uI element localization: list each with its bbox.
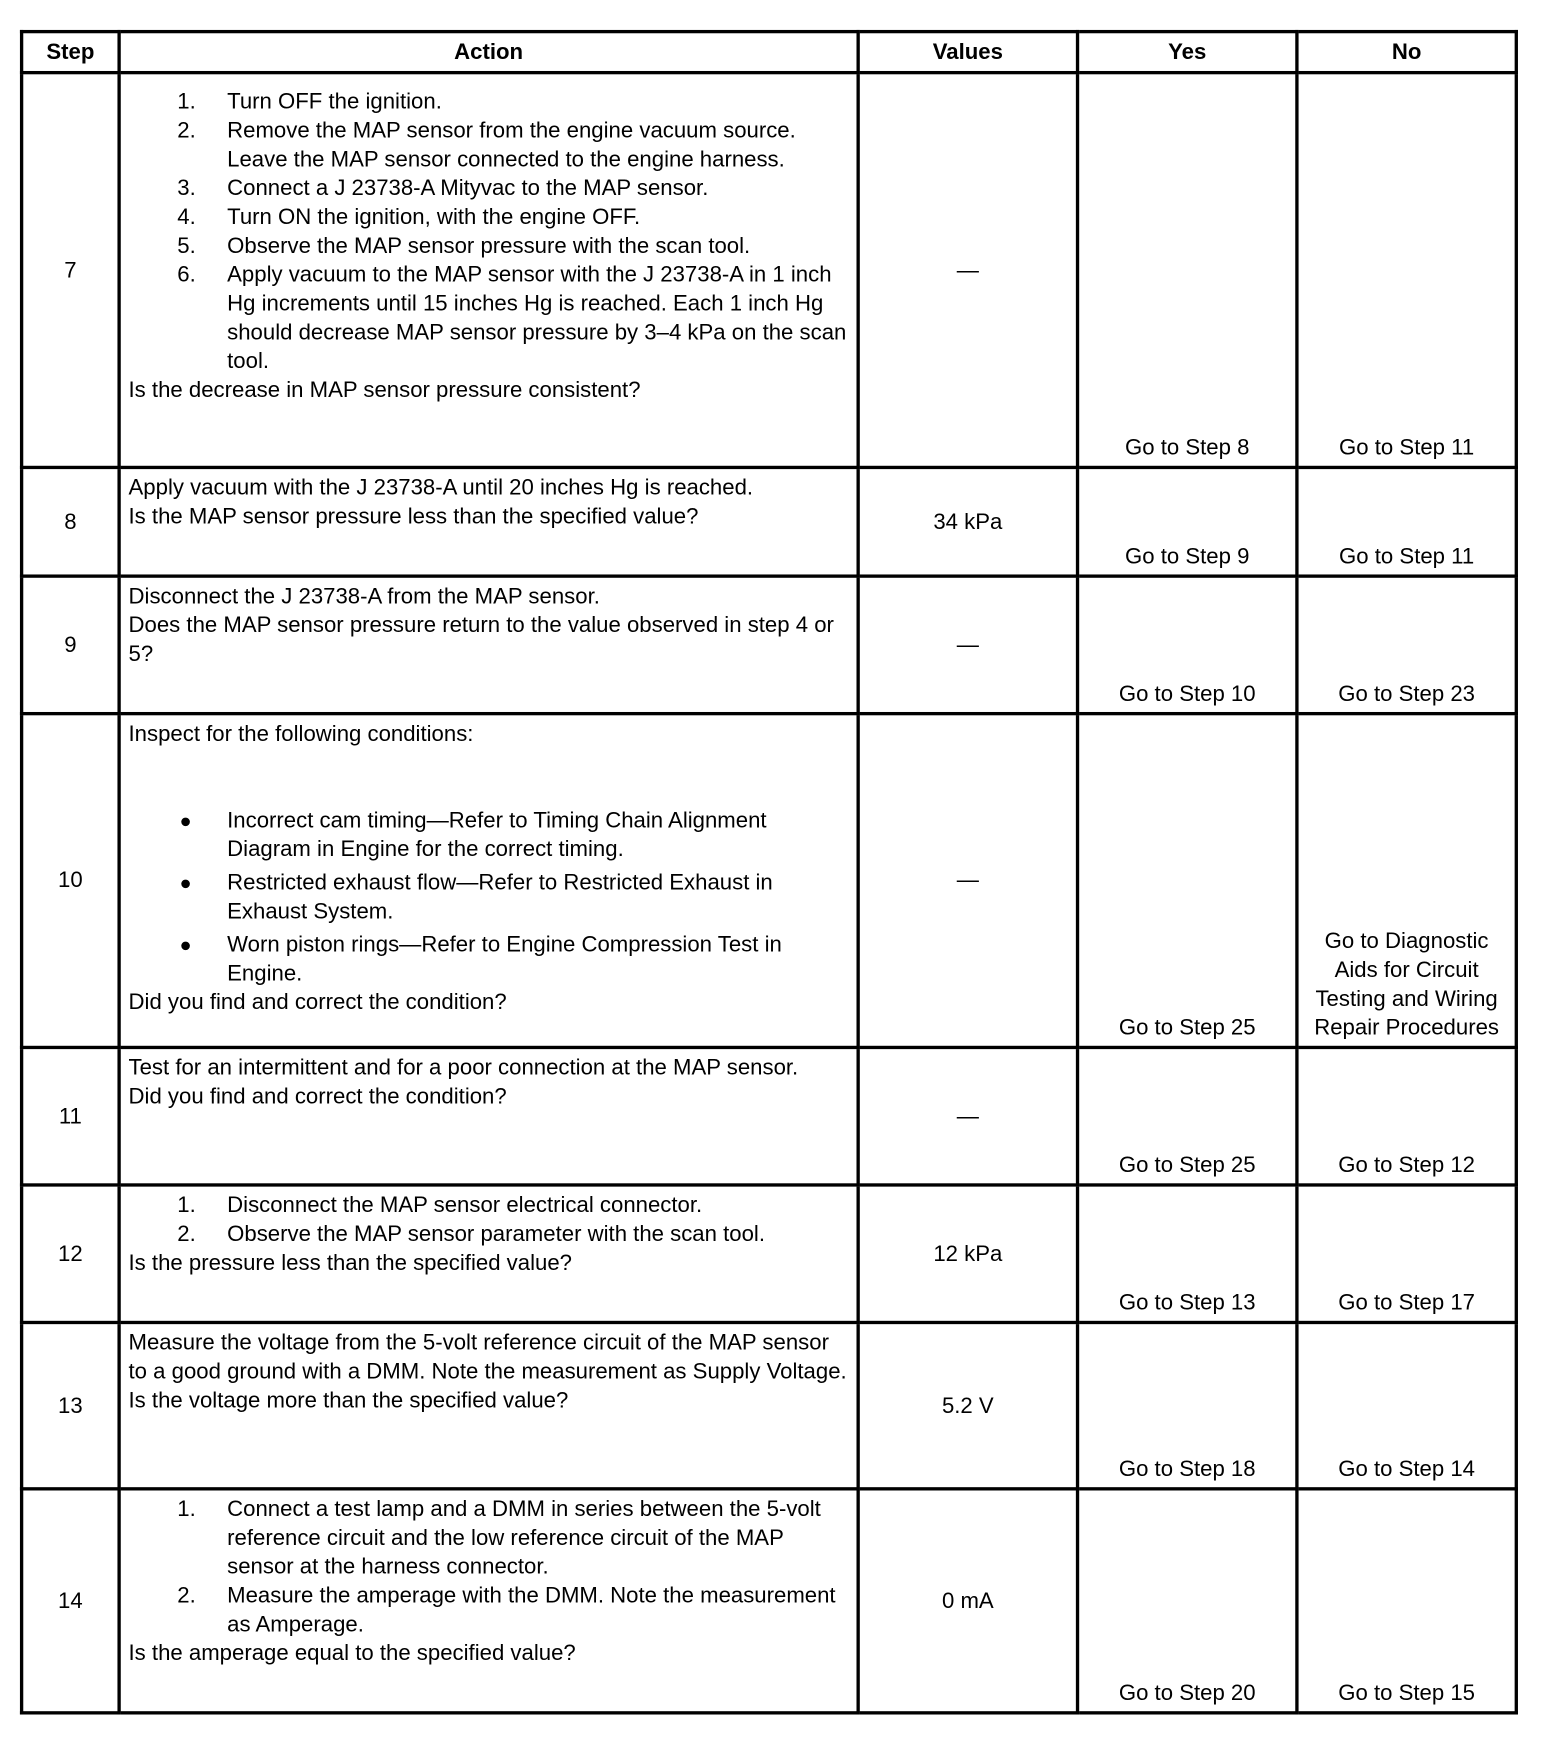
header-no: No [1297,32,1516,73]
step-number: 13 [22,1322,120,1488]
table-row [22,467,1517,576]
table-row [22,1047,1517,1185]
yes-link[interactable]: Go to Step 25 [1078,1047,1297,1185]
bullet-icon: ● [179,809,192,832]
table-row [22,576,1517,714]
list-item: ● Restricted exhaust flow—Refer to Restricted Exhaust in Exhaust System. [129,868,848,926]
list-item: ● Worn piston rings—Refer to Engine Compression Test in Engine. [129,930,848,988]
table-row [22,73,1517,468]
list-item: 5. Observe the MAP sensor pressure with the scan tool. [177,233,751,259]
header-yes: Yes [1078,32,1297,73]
step-number: 7 [22,73,120,468]
list-item: 4. Turn ON the ignition, with the engine OFF. [177,205,641,230]
question-text: Is the amperage equal to the specified value? [128,1641,576,1666]
list-item: 1. Turn OFF the ignition. [177,89,442,115]
numbered-list [129,1191,848,1249]
yes-link[interactable]: Go to Step 13 [1078,1185,1297,1323]
step-number: 14 [22,1489,120,1713]
question-text: Did you find and correct the condition? [128,1084,507,1109]
table-row [22,1489,1517,1713]
step-number: 9 [22,576,120,714]
question-text: Is the voltage more than the specified value? [128,1388,569,1413]
yes-link[interactable]: Go to Step 10 [1078,576,1297,714]
value-cell: 12 kPa [858,1185,1077,1323]
step-number: 11 [22,1047,120,1185]
step-number: 8 [22,467,120,576]
no-link[interactable]: Go to Step 23 [1297,576,1516,714]
no-link[interactable]: Go to Diagnostic Aids for Circuit Testing and Wiring Repair Procedures [1297,714,1516,1048]
no-link[interactable]: Go to Step 17 [1297,1185,1516,1323]
action-cell [119,1047,858,1185]
action-cell [119,73,858,468]
list-item: 2. Observe the MAP sensor parameter with the scan tool. [177,1222,765,1247]
question-text: Is the decrease in MAP sensor pressure consistent? [128,378,641,403]
list-item: 3. Connect a J 23738-A Mityvac to the MAP sensor. [177,176,709,201]
step-number: 12 [22,1185,120,1323]
list-item: 1. Disconnect the MAP sensor electrical connector. [177,1193,703,1218]
numbered-list [129,88,848,376]
header-values: Values [858,32,1077,73]
question-text: Is the pressure less than the specified value? [128,1250,572,1276]
value-cell: — [858,714,1077,1048]
action-cell [119,467,858,576]
bullet-icon: ● [179,871,192,894]
numbered-list [129,1495,848,1639]
no-link[interactable]: Go to Step 15 [1297,1489,1516,1713]
action-cell [119,1322,858,1488]
no-link[interactable]: Go to Step 11 [1297,73,1516,468]
no-link[interactable]: Go to Step 12 [1297,1047,1516,1185]
value-cell: 5.2 V [858,1322,1077,1488]
action-text: Disconnect the J 23738-A from the MAP sensor. [128,584,600,609]
no-link[interactable]: Go to Step 11 [1297,467,1516,576]
table-row [22,1322,1517,1488]
action-text: Test for an intermittent and for a poor connection at the MAP sensor. [128,1055,799,1081]
list-item: 2. Measure the amperage with the DMM. Note the measurement as Amperage. [177,1583,836,1637]
action-text: Apply vacuum with the J 23738-A until 20 inches Hg is reached. [128,475,754,501]
header-step: Step [22,32,120,73]
list-item: ● Incorrect cam timing—Refer to Timing Chain Alignment Diagram in Engine for the correct timing. [129,806,848,864]
action-text: Inspect for the following conditions: [128,721,474,747]
action-cell [119,714,858,1048]
header-row [22,32,1517,73]
header-action: Action [119,32,858,73]
value-cell: 34 kPa [858,467,1077,576]
bullet-icon: ● [179,933,192,956]
question-text: Does the MAP sensor pressure return to the value observed in step 4 or 5? [128,613,834,667]
yes-link[interactable]: Go to Step 20 [1078,1489,1297,1713]
yes-link[interactable]: Go to Step 25 [1078,714,1297,1048]
table-row [22,714,1517,1048]
diagnostic-table [20,30,1518,1715]
step-number: 10 [22,714,120,1048]
action-cell [119,1489,858,1713]
value-cell: 0 mA [858,1489,1077,1713]
list-item: 6. Apply vacuum to the MAP sensor with the J 23738-A in 1 inch Hg increments until 15 inches Hg is reached. Each 1 inch Hg should decrease MAP sensor pressure by 3–4 kPa on the scan tool. [177,262,847,374]
list-item: 2. Remove the MAP sensor from the engine vacuum source. Leave the MAP sensor connected to the engine harness. [177,118,796,172]
yes-link[interactable]: Go to Step 9 [1078,467,1297,576]
value-cell: — [858,73,1077,468]
yes-link[interactable]: Go to Step 18 [1078,1322,1297,1488]
bullet-list [129,806,848,988]
yes-link[interactable]: Go to Step 8 [1078,73,1297,468]
list-item: 1. Connect a test lamp and a DMM in series between the 5-volt reference circuit and the low reference circuit of the MAP sensor at the harness connector. [177,1497,821,1580]
action-cell [119,576,858,714]
value-cell: — [858,1047,1077,1185]
question-text: Is the MAP sensor pressure less than the specified value? [128,504,699,529]
table-row [22,1185,1517,1323]
no-link[interactable]: Go to Step 14 [1297,1322,1516,1488]
action-text: Measure the voltage from the 5-volt reference circuit of the MAP sensor to a good ground with a DMM. Note the measurement as Supply Voltage. [128,1330,847,1385]
action-cell [119,1185,858,1323]
question-text: Did you find and correct the condition? [128,990,507,1015]
value-cell: — [858,576,1077,714]
